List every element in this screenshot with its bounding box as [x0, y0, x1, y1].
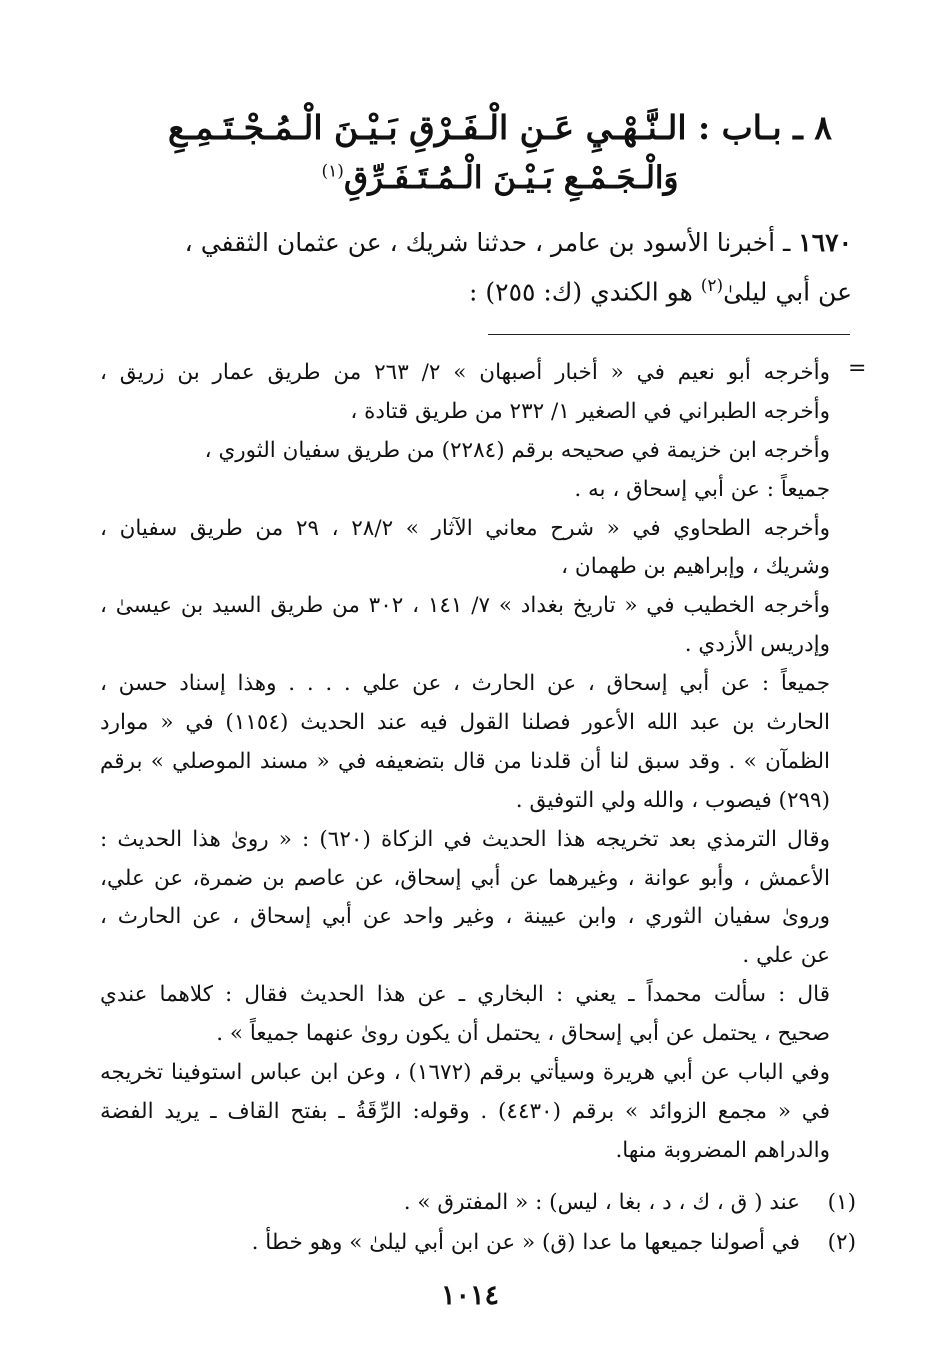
chapter-heading-line-1 [150, 108, 850, 147]
note-line: ورویٰ سفيان الثوري ، وابن عيينة ، وغير واحد عن أبي إسحاق ، عن الحارث ، [100, 904, 830, 930]
footnote-2 [96, 1223, 856, 1263]
footnote-text: في أصولنا جميعها ما عدا (ق) « عن ابن أبي ليلىٰ » وهو خطأ . [251, 1230, 800, 1255]
note-line: جميعاً : عن أبي إسحاق ، عن الحارث ، عن علي . . . . وهذا إسناد حسن ، [100, 671, 830, 697]
chapter-heading-text-2: وَالْـجَـمْـعِ بَـيْـنَ الْـمُـتَـفَـرِّقِ [343, 160, 679, 196]
hadith-footnote-ref: (٢) [700, 276, 724, 296]
page-number: ١٠١٤ [440, 1280, 499, 1311]
hadith-number: ١٦٧٠ [798, 228, 852, 257]
note-line: صحيح ، يحتمل عن أبي إسحاق ، يحتمل أن يكون روىٰ عنهما جميعاً » . [216, 1021, 830, 1047]
footnote-1 [96, 1183, 856, 1223]
note-line: وأخرجه الخطيب في « تاريخ بغداد » ٧/ ١٤١ ، ٣٠٢ من طريق السيد بن عيسىٰ ، [100, 593, 831, 619]
note-line: والدراهم المضروبة منها. [615, 1137, 830, 1163]
note-line: وأخرجه الطحاوي في « شرح معاني الآثار » ٢٨/٢ ، ٢٩ من طريق سفيان ، [100, 515, 830, 541]
continuation-mark: = [848, 356, 867, 381]
note-line: وأخرجه الطبراني في الصغير ١/ ٢٣٢ من طريق قتادة ، [350, 398, 830, 424]
note-line: الظمآن » . وقد سبق لنا أن قلدنا من قال بتضعيفه في « مسند الموصلي » برقم [100, 748, 830, 774]
note-line: جميعاً : عن أبي إسحاق ، به . [574, 476, 830, 502]
hadith-text-1: ـ أخبرنا الأسود بن عامر ، حدثنا شريك ، عن عثمان الثقفي ، [184, 228, 791, 257]
note-line: قال : سألت محمداً ـ يعني : البخاري ـ عن هذا الحديث فقال : كلاهما عندي [100, 982, 830, 1008]
footnotes [96, 1183, 856, 1263]
chapter-heading-line-2 [150, 160, 850, 196]
heading-footnote-ref: (١) [321, 161, 344, 182]
hadith-text-2b: هو الكندي (ك: ٢٥٥) : [469, 277, 693, 307]
hadith-line-2 [82, 276, 852, 306]
note-line: وقال الترمذي بعد تخريجه هذا الحديث في الزكاة (٦٢٠) : « روىٰ هذا الحديث : [100, 826, 830, 852]
note-line: عن علي . [742, 943, 830, 969]
hadith-text-2a: عن أبي ليلىٰ [723, 277, 852, 307]
chapter-heading-text-1: ٨ ـ بـاب : الـنَّـهْـيِ عَـنِ الْـفَـرْقِ بَـيْـنَ الْـمُـجْـتَـمِـعِ [167, 108, 833, 147]
note-line: وإدريس الأزدي . [684, 632, 830, 658]
footnote-number: (٢) [827, 1230, 856, 1255]
note-line: وأخرجه أبو نعيم في « أخبار أصبهان » ٢/ ٢٦٣ من طريق عمار بن زريق ، [100, 360, 830, 385]
note-line: (٢٩٩) فيصوب ، والله ولي التوفيق . [515, 787, 830, 813]
footnote-text: عند ( ق ، ك ، د ، بغا ، ليس) : « المفترق » . [403, 1190, 800, 1215]
note-line: وأخرجه ابن خزيمة في صحيحه برقم (٢٢٨٤) من طريق سفيان الثوري ، [204, 437, 830, 463]
note-line: وشريك ، وإبراهيم بن طهمان ، [561, 554, 830, 580]
note-line: في « مجمع الزوائد » برقم (٤٤٣٠) . وقوله: الرِّقَةُ ـ بفتح القاف ـ يريد الفضة [100, 1098, 830, 1124]
note-line: الأعمش ، وأبو عوانة ، وغيرهما عن أبي إسحاق، عن عاصم بن ضمرة، عن علي، [100, 865, 830, 891]
continued-notes [100, 354, 830, 1171]
note-line: الحارث بن عبد الله الأعور فصلنا القول فيه عند الحديث (١١٥٤) في « موارد [100, 710, 830, 736]
note-line: وفي الباب عن أبي هريرة وسيأتي برقم (١٦٧٢) ، وعن ابن عباس استوفينا تخريجه [100, 1060, 830, 1086]
footnote-number: (١) [827, 1190, 856, 1215]
hadith-line-1 [82, 228, 852, 257]
footnote-separator [488, 334, 850, 335]
